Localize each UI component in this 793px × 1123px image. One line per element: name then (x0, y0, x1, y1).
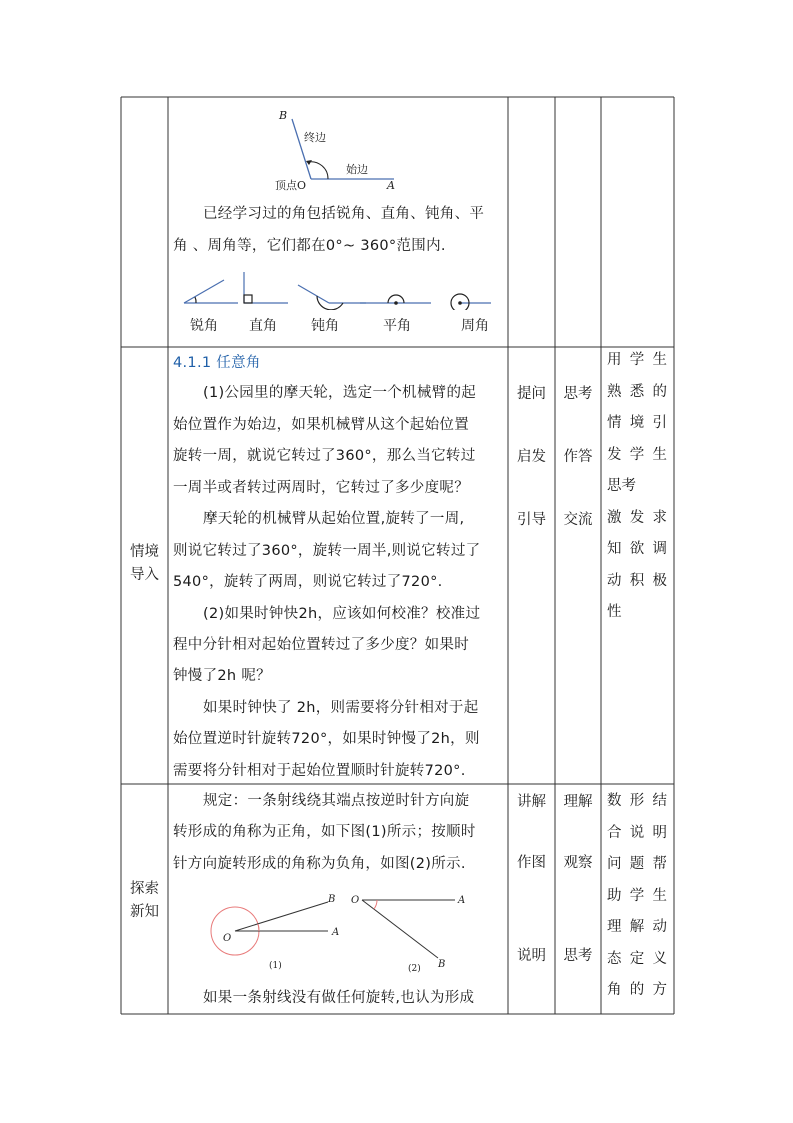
s2-line-1: 规定：一条射线绕其端点按逆时针方向旋 (203, 793, 470, 809)
teacher-activities-1: 提问 启发 引导 (517, 386, 546, 528)
s1-line-12: 始位置逆时针旋转720°，如果时钟慢了2h，则 (173, 731, 480, 747)
svg-text:(2): (2) (408, 964, 421, 974)
s1-line-4: 一周半或者转过两周时，它转过了多少度呢？ (173, 480, 469, 496)
svg-text:B: B (328, 894, 336, 905)
s1-line-1: (1)公园里的摩天轮，选定一个机械臂的起 (203, 385, 477, 401)
intro-line-2: 角 、周角等，它们都在0°~ 360°范围内. (173, 238, 446, 254)
intro-line-1: 已经学习过的角包括锐角、直角、钝角、平 (203, 206, 485, 222)
svg-text:O: O (223, 933, 232, 944)
angle-types-figure (176, 270, 501, 310)
angle-type-acute: 锐角 (190, 318, 218, 334)
label-initial: 始边 (346, 163, 368, 176)
angle-type-obtuse: 钝角 (311, 318, 339, 334)
label-vertex: 顶点O (275, 179, 307, 192)
student-activities-2: 理解 观察 思考 (563, 794, 593, 964)
negative-angle-figure (345, 888, 470, 978)
s1-line-3: 旋转一周，就说它转过了360°，那么当它转过 (173, 448, 476, 464)
s2-line-2: 转形成的角称为正角，如下图(1)所示；按顺时 (173, 824, 476, 840)
stage-label-explore: 探索 新知 (130, 881, 159, 920)
svg-text:O: O (351, 895, 360, 906)
design-purpose-1: 用 学 生 熟 悉 的 情 境 引 发 学 生 思考 激 发 求 知 欲 调 动 积 极 性 (607, 352, 667, 620)
svg-text:A: A (332, 927, 340, 938)
svg-text:A: A (458, 895, 466, 906)
label-A: A (387, 179, 395, 192)
s1-line-10: 钟慢了2h 呢？ (173, 668, 271, 684)
terminal-side (292, 119, 311, 179)
s1-line-6: 则说它转过了360°，旋转一周半,则说它转过了 (173, 543, 481, 559)
stage-label-situation: 情境 导入 (130, 544, 159, 583)
s1-line-8: (2)如果时钟快2h，应该如何校准？校准过 (203, 606, 481, 622)
s1-line-13: 需要将分针相对于起始位置顺时针旋转720°. (173, 763, 466, 779)
s1-line-9: 程中分针相对起始位置转过了多少度？如果时 (173, 637, 469, 653)
positive-angle-figure (205, 888, 345, 978)
svg-text:B: B (438, 959, 446, 970)
s1-line-11: 如果时钟快了 2h，则需要将分针相对于起 (203, 700, 479, 716)
angle-type-full: 周角 (461, 318, 489, 334)
s2-line-3: 针方向旋转形成的角称为负角，如图(2)所示. (173, 856, 466, 872)
s1-line-2: 始位置作为始边，如果机械臂从这个起始位置 (173, 417, 469, 433)
teacher-activities-2: 讲解 作图 说明 (517, 794, 546, 964)
student-activities-1: 思考 作答 交流 (563, 386, 593, 528)
design-purpose-2: 数 形 结 合 说 明 问 题 帮 助 学 生 理 解 动 态 定 义 角 的 方 (607, 793, 667, 998)
rotation-arc (308, 162, 328, 179)
s2-last-line: 如果一条射线没有做任何旋转,也认为形成 (203, 990, 475, 1006)
angle-parts-figure (270, 105, 410, 195)
s1-line-7: 540°，旋转了两周，则说它转过了720°. (173, 574, 443, 590)
label-B: B (279, 109, 288, 122)
angle-type-straight: 平角 (383, 318, 411, 334)
angle-type-right: 直角 (249, 318, 277, 334)
svg-text:(1): (1) (269, 961, 282, 971)
s1-line-5: 摩天轮的机械臂从起始位置,旋转了一周, (203, 511, 465, 527)
label-terminal: 终边 (304, 131, 326, 144)
section-title: 4.1.1 任意角 (173, 355, 261, 371)
